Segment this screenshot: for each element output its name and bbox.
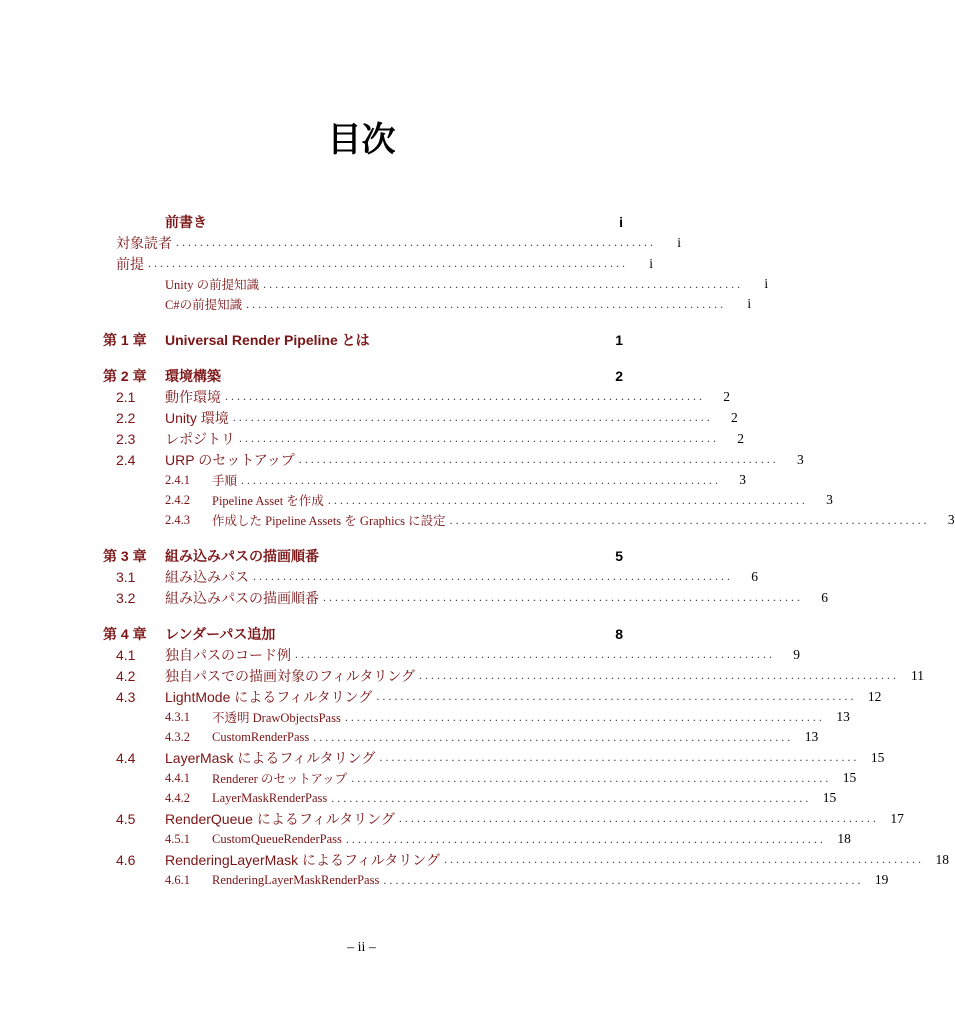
entry-page-number: 2 [615, 367, 623, 384]
dot-leader: . . . . . . . . . . . . . . . . . . . . . . . . . . . . . . . . . . . . . . . . . . . . . . . . . . . . . . . . . . . . . . . . . . . . . . . . . . . . . . . . [246, 296, 724, 311]
entry-number: 3.2 [116, 589, 136, 606]
entry-title[interactable]: Unity の前提知識 [165, 278, 260, 292]
entry-page-number: 2 [731, 409, 738, 425]
entry-title[interactable]: 前提 [116, 255, 144, 272]
entry-page-number: i [677, 234, 681, 250]
entry-number: 第 3 章 [103, 547, 147, 564]
entry-number: 第 1 章 [103, 331, 147, 348]
dot-leader: . . . . . . . . . . . . . . . . . . . . . . . . . . . . . . . . . . . . . . . . . . . . . . . . . . . . . . . . . . . . . . . . . . . . . . . . . . . . . . . . [225, 389, 702, 403]
toc-entry-subsection[interactable] [103, 870, 889, 890]
entry-page-number: 8 [615, 625, 623, 642]
dot-leader: . . . . . . . . . . . . . . . . . . . . . . . . . . . . . . . . . . . . . . . . . . . . . . . . . . . . . . . . . . . . . . . . . . . . . . . . . . . . . . . . [232, 410, 710, 424]
toc-entry-section[interactable] [103, 665, 925, 686]
dot-leader: . . . . . . . . . . . . . . . . . . . . . . . . . . . . . . . . . . . . . . . . . . . . . . . . . . . . . . . . . . . . . . . . . . . . . . . . . . . . . . . . [419, 668, 897, 682]
toc-entry-section[interactable] [103, 644, 800, 665]
entry-page-number: 3 [739, 472, 747, 487]
entry-page-number: 13 [804, 729, 819, 744]
toc-entry-subsection[interactable] [103, 829, 851, 849]
page-title: 目次 [327, 120, 396, 160]
dot-leader: . . . . . . . . . . . . . . . . . . . . . . . . . . . . . . . . . . . . . . . . . . . . . . . . . . . . . . . . . . . . . . . . . . . . . . . . . . . . . . . . [449, 512, 927, 527]
toc-entry-chapter[interactable] [103, 545, 623, 566]
entry-title[interactable]: URP のセットアップ [165, 451, 295, 468]
dot-leader: . . . . . . . . . . . . . . . . . . . . . . . . . . . . . . . . . . . . . . . . . . . . . . . . . . . . . . . . . . . . . . . . . . . . . . . . . . . . . . . . [376, 689, 854, 703]
entry-number: 4.1 [116, 646, 136, 663]
entry-number: 4.3.2 [165, 729, 190, 744]
dot-leader: . . . . . . . . . . . . . . . . . . . . . . . . . . . . . . . . . . . . . . . . . . . . . . . . . . . . . . . . . . . . . . . . . . . . . . . . . . . . . . . . [176, 235, 653, 249]
toc-entry-subsection[interactable] [103, 768, 857, 788]
entry-title[interactable]: 動作環境 [165, 388, 221, 405]
entry-title[interactable]: レンダーパス追加 [165, 625, 276, 642]
page-number-footer: – ii – [347, 940, 376, 955]
entry-number: 4.4.2 [165, 790, 190, 805]
toc-entry-subsection[interactable] [103, 470, 747, 490]
entry-number: 第 4 章 [103, 625, 147, 642]
toc-entry-section[interactable] [103, 849, 949, 870]
entry-title[interactable]: RenderingLayerMaskRenderPass [212, 872, 380, 887]
entry-title[interactable]: RenderQueue によるフィルタリング [165, 810, 395, 827]
entry-page-number: 11 [911, 667, 925, 683]
toc-entry-chapter[interactable] [103, 365, 623, 386]
entry-page-number: 15 [822, 790, 837, 805]
toc-entry-section[interactable] [103, 428, 744, 449]
entry-number: 2.2 [116, 409, 136, 426]
entry-title[interactable]: CustomQueueRenderPass [212, 831, 342, 846]
entry-number: 2.1 [116, 388, 136, 405]
table-of-contents [103, 211, 955, 890]
entry-title[interactable]: レポジトリ [165, 430, 235, 447]
toc-entry-section[interactable] [103, 747, 885, 768]
entry-page-number: 15 [842, 770, 857, 785]
entry-number: 4.6 [116, 851, 136, 868]
entry-title[interactable]: CustomRenderPass [212, 729, 310, 744]
entry-page-number: 9 [793, 646, 800, 662]
dot-leader: . . . . . . . . . . . . . . . . . . . . . . . . . . . . . . . . . . . . . . . . . . . . . . . . . . . . . . . . . . . . . . . . . . . . . . . . . . . . . . . . [444, 852, 921, 866]
dot-leader: . . . . . . . . . . . . . . . . . . . . . . . . . . . . . . . . . . . . . . . . . . . . . . . . . . . . . . . . . . . . . . . . . . . . . . . . . . . . . . . . [323, 590, 800, 604]
entry-page-number: 5 [615, 547, 623, 564]
entry-title[interactable]: 組み込みパス [165, 568, 249, 585]
dot-leader: . . . . . . . . . . . . . . . . . . . . . . . . . . . . . . . . . . . . . . . . . . . . . . . . . . . . . . . . . . . . . . . . . . . . . . . . . . . . . . . . [379, 750, 857, 764]
entry-title[interactable]: LayerMaskRenderPass [212, 790, 328, 805]
entry-page-number: 18 [935, 851, 949, 867]
dot-leader: . . . . . . . . . . . . . . . . . . . . . . . . . . . . . . . . . . . . . . . . . . . . . . . . . . . . . . . . . . . . . . . . . . . . . . . . . . . . . . . . [298, 452, 776, 466]
entry-page-number: 15 [870, 749, 885, 765]
entry-title[interactable]: Pipeline Asset を作成 [212, 494, 324, 508]
entry-title[interactable]: Universal Render Pipeline とは [165, 331, 370, 348]
entry-page-number: 1 [615, 331, 623, 348]
dot-leader: . . . . . . . . . . . . . . . . . . . . . . . . . . . . . . . . . . . . . . . . . . . . . . . . . . . . . . . . . . . . . . . . . . . . . . . . . . . . . . . . [398, 811, 876, 825]
entry-page-number: 3 [826, 492, 833, 507]
toc-entry-presection[interactable] [103, 253, 653, 274]
entry-page-number: 12 [867, 688, 882, 704]
entry-number: 4.6.1 [165, 872, 190, 887]
dot-leader: . . . . . . . . . . . . . . . . . . . . . . . . . . . . . . . . . . . . . . . . . . . . . . . . . . . . . . . . . . . . . . . . . . . . . . . . . . . . . . . . [331, 790, 809, 805]
entry-title[interactable]: RenderingLayerMask によるフィルタリング [165, 851, 440, 868]
entry-page-number: 3 [797, 451, 804, 467]
entry-number: 2.4.1 [165, 472, 190, 487]
entry-title[interactable]: 環境構築 [165, 367, 221, 384]
entry-title[interactable]: 対象読者 [116, 234, 172, 251]
toc-entry-section[interactable] [103, 686, 882, 707]
toc-entry-subsection[interactable] [103, 490, 833, 510]
entry-page-number: i [747, 296, 752, 311]
entry-number: 4.4 [116, 749, 136, 766]
entry-page-number: 2 [723, 388, 730, 404]
entry-title[interactable]: LayerMask によるフィルタリング [165, 749, 376, 766]
entry-page-number: 18 [837, 831, 851, 846]
toc-entry-section[interactable] [103, 407, 738, 428]
entry-page-number: i [619, 213, 623, 230]
dot-leader: . . . . . . . . . . . . . . . . . . . . . . . . . . . . . . . . . . . . . . . . . . . . . . . . . . . . . . . . . . . . . . . . . . . . . . . . . . . . . . . . [327, 492, 805, 507]
dot-leader: . . . . . . . . . . . . . . . . . . . . . . . . . . . . . . . . . . . . . . . . . . . . . . . . . . . . . . . . . . . . . . . . . . . . . . . . . . . . . . . . [241, 472, 719, 487]
entry-title[interactable]: Unity 環境 [165, 409, 229, 426]
toc-entry-section[interactable] [103, 587, 828, 608]
toc-entry-chapter[interactable] [103, 211, 623, 232]
entry-page-number: i [649, 255, 653, 271]
toc-entry-chapter[interactable] [103, 623, 623, 644]
dot-leader: . . . . . . . . . . . . . . . . . . . . . . . . . . . . . . . . . . . . . . . . . . . . . . . . . . . . . . . . . . . . . . . . . . . . . . . . . . . . . . . . [344, 709, 822, 724]
dot-leader: . . . . . . . . . . . . . . . . . . . . . . . . . . . . . . . . . . . . . . . . . . . . . . . . . . . . . . . . . . . . . . . . . . . . . . . . . . . . . . . . [351, 770, 829, 785]
entry-title[interactable]: 不透明 DrawObjectsPass [212, 711, 341, 725]
entry-page-number: 13 [836, 709, 850, 724]
entry-page-number: 2 [737, 430, 744, 446]
entry-title[interactable]: LightMode によるフィルタリング [165, 688, 373, 705]
entry-title[interactable]: 手順 [212, 474, 238, 488]
dot-leader: . . . . . . . . . . . . . . . . . . . . . . . . . . . . . . . . . . . . . . . . . . . . . . . . . . . . . . . . . . . . . . . . . . . . . . . . . . . . . . . . [313, 729, 791, 744]
entry-page-number: 3 [947, 512, 955, 527]
toc-entry-presection[interactable] [103, 232, 681, 253]
toc-entry-section[interactable] [103, 566, 758, 587]
toc-entry-subsection[interactable] [103, 707, 850, 727]
toc-entry-subsection[interactable] [103, 510, 955, 530]
entry-page-number: 6 [821, 589, 828, 605]
toc-entry-presub[interactable] [103, 274, 769, 294]
dot-leader: . . . . . . . . . . . . . . . . . . . . . . . . . . . . . . . . . . . . . . . . . . . . . . . . . . . . . . . . . . . . . . . . . . . . . . . . . . . . . . . . [383, 872, 861, 887]
entry-number: 4.4.1 [165, 770, 190, 785]
entry-title[interactable]: 独自パスのコード例 [165, 646, 291, 663]
toc-entry-section[interactable] [103, 386, 730, 407]
entry-number: 第 2 章 [103, 367, 147, 384]
entry-page-number: 17 [890, 810, 904, 826]
entry-number: 2.4.2 [165, 492, 190, 507]
toc-entry-section[interactable] [103, 449, 804, 470]
entry-title[interactable]: 組み込みパスの描画順番 [165, 547, 319, 564]
dot-leader: . . . . . . . . . . . . . . . . . . . . . . . . . . . . . . . . . . . . . . . . . . . . . . . . . . . . . . . . . . . . . . . . . . . . . . . . . . . . . . . . [239, 431, 716, 445]
entry-title[interactable]: C#の前提知識 [165, 298, 243, 312]
entry-number: 2.3 [116, 430, 136, 447]
entry-title[interactable]: 組み込みパスの描画順番 [165, 589, 319, 606]
entry-page-number: i [764, 276, 769, 291]
dot-leader: . . . . . . . . . . . . . . . . . . . . . . . . . . . . . . . . . . . . . . . . . . . . . . . . . . . . . . . . . . . . . . . . . . . . . . . . . . . . . . . . [263, 276, 741, 291]
entry-number: 3.1 [116, 568, 136, 585]
dot-leader: . . . . . . . . . . . . . . . . . . . . . . . . . . . . . . . . . . . . . . . . . . . . . . . . . . . . . . . . . . . . . . . . . . . . . . . . . . . . . . . . [345, 831, 823, 846]
entry-number: 4.3 [116, 688, 136, 705]
toc-entry-chapter[interactable] [103, 329, 623, 350]
toc-entry-section[interactable] [103, 808, 904, 829]
toc-entry-presub[interactable] [103, 294, 752, 314]
entry-number: 2.4 [116, 451, 136, 468]
toc-entry-subsection[interactable] [103, 727, 819, 747]
toc-entry-subsection[interactable] [103, 788, 837, 808]
entry-title[interactable]: 作成した Pipeline Assets を Graphics に設定 [212, 514, 446, 528]
dot-leader: . . . . . . . . . . . . . . . . . . . . . . . . . . . . . . . . . . . . . . . . . . . . . . . . . . . . . . . . . . . . . . . . . . . . . . . . . . . . . . . . [253, 569, 730, 583]
entry-page-number: 6 [751, 568, 758, 584]
entry-number: 4.5.1 [165, 831, 190, 846]
entry-number: 2.4.3 [165, 512, 190, 527]
entry-title[interactable]: Renderer のセットアップ [212, 772, 348, 786]
dot-leader: . . . . . . . . . . . . . . . . . . . . . . . . . . . . . . . . . . . . . . . . . . . . . . . . . . . . . . . . . . . . . . . . . . . . . . . . . . . . . . . . [295, 647, 772, 661]
entry-number: 4.5 [116, 810, 136, 827]
entry-title[interactable]: 前書き [165, 213, 207, 230]
entry-number: 4.2 [116, 667, 136, 684]
entry-page-number: 19 [874, 872, 889, 887]
entry-title[interactable]: 独自パスでの描画対象のフィルタリング [165, 667, 416, 684]
dot-leader: . . . . . . . . . . . . . . . . . . . . . . . . . . . . . . . . . . . . . . . . . . . . . . . . . . . . . . . . . . . . . . . . . . . . . . . . . . . . . . . . [148, 256, 625, 270]
entry-number: 4.3.1 [165, 709, 190, 724]
